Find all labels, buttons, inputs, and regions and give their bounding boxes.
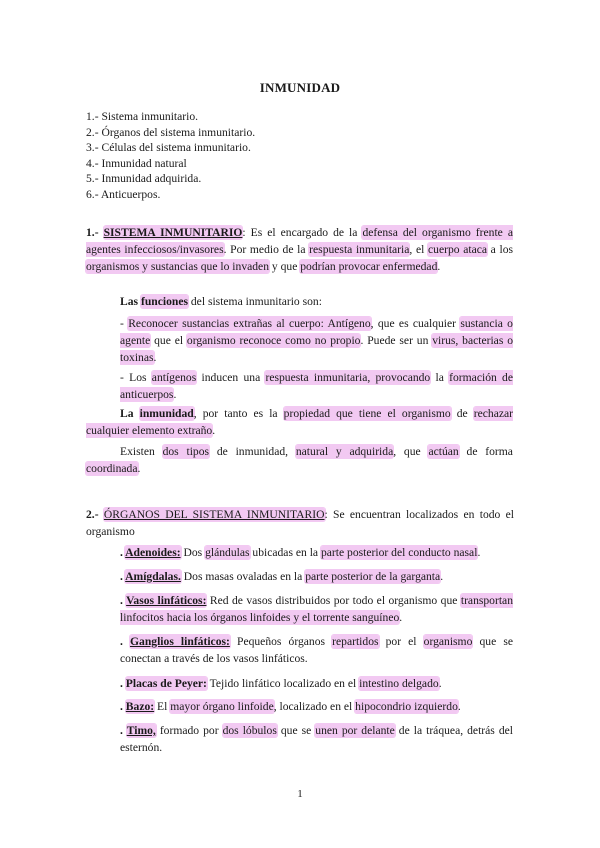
text: que el xyxy=(150,333,187,347)
text: ubicadas en la xyxy=(249,546,321,559)
text: . xyxy=(477,546,481,559)
section-1-paragraph xyxy=(86,225,513,275)
organ-label: Placas de Peyer: xyxy=(125,677,207,690)
text: formado por xyxy=(155,724,223,737)
text: - xyxy=(120,317,129,330)
text: . xyxy=(457,700,461,713)
highlight: antígenos xyxy=(151,371,197,384)
text: Existen xyxy=(120,445,163,458)
section-2-paragraph xyxy=(86,507,514,541)
text: de xyxy=(450,407,474,420)
text: que se conectan a través de los vasos linfáticos. xyxy=(120,635,513,665)
highlight: intestino delgado xyxy=(359,677,439,690)
table-of-contents xyxy=(86,109,255,203)
text: que se xyxy=(276,724,316,737)
section-heading: SISTEMA INMUNITARIO xyxy=(103,226,243,239)
highlight: repartidos xyxy=(332,635,379,648)
text: : Se encuentran localizados en todo el organismo xyxy=(86,508,514,538)
organ-item: . Adenoides: Dos glándulas ubicadas en la parte posterior del conducto nasal. xyxy=(120,546,481,559)
text: , localizado en el xyxy=(273,700,356,713)
highlight: mayor órgano linfoide xyxy=(170,700,274,713)
text: . Puede ser un xyxy=(360,333,433,347)
text: Las xyxy=(120,295,141,308)
highlight: dos lóbulos xyxy=(222,724,277,737)
highlight: defensa del organismo frente a agentes infecciosos/invasores xyxy=(86,226,513,256)
organ-item: . Bazo: El mayor órgano linfoide, localizado en el hipocondrio izquierdo. xyxy=(120,700,461,713)
text: . xyxy=(137,461,141,475)
text: . xyxy=(173,387,177,401)
function-item-2 xyxy=(120,370,513,404)
text: Pequeños órganos xyxy=(229,635,333,648)
organ-label: Vasos linfáticos: xyxy=(126,594,207,607)
text: . Por medio de la xyxy=(223,242,310,256)
organ-item: . Timo, formado por dos lóbulos que se unen por delante de la tráquea, detrás del esternón. xyxy=(120,724,513,754)
highlight: glándulas xyxy=(205,546,250,559)
toc-item: 2.- Órganos del sistema inmunitario. xyxy=(86,125,256,139)
toc-item: 5.- Inmunidad adquirida. xyxy=(86,172,202,186)
immunity-types xyxy=(86,444,513,478)
text: Dos xyxy=(180,546,206,559)
text: - Los xyxy=(120,371,152,384)
organ-label: Timo, xyxy=(126,724,156,737)
highlight: cuerpo ataca xyxy=(428,242,488,256)
highlight: organismos y sustancias que lo invaden xyxy=(86,259,270,273)
page-title: INMUNIDAD xyxy=(259,80,341,95)
highlight: unen por delante xyxy=(315,724,395,737)
highlight: hipocondrio izquierdo xyxy=(355,700,458,713)
highlight: respuesta inmunitaria xyxy=(309,242,410,256)
text: . xyxy=(438,677,442,690)
text: Dos masas ovaladas en la xyxy=(180,570,306,583)
highlight: organismo reconoce como no propio xyxy=(186,333,361,347)
toc-item: 4.- Inmunidad natural xyxy=(86,156,187,170)
immunity-definition xyxy=(86,406,513,440)
toc-item: 6.- Anticuerpos. xyxy=(86,187,161,201)
highlight: podrían provocar enfermedad xyxy=(300,259,438,273)
text: , que xyxy=(393,445,429,458)
text: de inmunidad, xyxy=(209,445,296,458)
text: El xyxy=(154,700,171,713)
text: : Es el encargado de la xyxy=(242,226,363,239)
text: Red de vasos distribuidos por todo el organismo que xyxy=(206,594,461,607)
highlight: dos tipos xyxy=(162,445,210,458)
organ-item: . Placas de Peyer: Tejido linfático localizado en el intestino delgado. xyxy=(120,677,442,690)
text: . xyxy=(440,570,444,583)
text: del sistema inmunitario son: xyxy=(187,295,322,308)
text: . xyxy=(212,423,216,437)
organ-label: Adenoides: xyxy=(125,546,181,559)
highlight: parte posterior de la garganta xyxy=(305,570,441,583)
page-number: 1 xyxy=(297,788,303,800)
organ-item: . Amígdalas. Dos masas ovaladas en la parte posterior de la garganta. xyxy=(120,570,444,583)
highlight: respuesta inmunitaria, provocando xyxy=(265,371,431,384)
text: por el xyxy=(378,635,424,648)
highlight: sustancia o agente xyxy=(120,317,513,347)
toc-item: 1.- Sistema inmunitario. xyxy=(86,110,199,123)
text: . xyxy=(437,259,441,273)
organ-label: Amígdalas. xyxy=(125,570,181,583)
text: , el xyxy=(409,242,428,256)
text: de forma xyxy=(458,445,513,458)
text: , por tanto es la xyxy=(193,407,284,420)
highlight: virus, bacterias o toxinas xyxy=(120,333,513,364)
function-item-1 xyxy=(120,316,513,366)
highlight: transportan linfocitos hacia los órganos linfoides y el torrente sanguíneo xyxy=(120,594,513,624)
organ-label: Ganglios linfáticos: xyxy=(130,635,230,648)
functions-intro xyxy=(120,294,513,311)
organ-item: . Ganglios linfáticos: Pequeños órganos repartidos por el organismo que se conectan a través de los vasos linfáticos. xyxy=(120,635,513,665)
highlight: parte posterior del conducto nasal xyxy=(320,546,478,559)
highlight: coordinada xyxy=(86,461,138,475)
highlight: funciones xyxy=(140,295,188,308)
highlight: organismo xyxy=(423,635,473,648)
highlight: Reconocer sustancias extrañas al cuerpo: Antígeno xyxy=(128,317,371,330)
highlight: actúan xyxy=(428,445,459,458)
section-number: 2.- xyxy=(86,508,99,521)
highlight: formación de anticuerpos xyxy=(120,371,513,401)
toc-item: 3.- Células del sistema inmunitario. xyxy=(86,141,251,155)
text: a los xyxy=(487,242,514,256)
text: inducen una xyxy=(196,371,266,384)
section-number: 1.- xyxy=(86,226,99,239)
highlight: rechazar cualquier elemento extraño xyxy=(86,407,514,437)
highlight: natural y adquirida xyxy=(295,445,394,458)
section-heading: ÓRGANOS DEL SISTEMA INMUNITARIO xyxy=(103,508,325,521)
text: La xyxy=(120,407,140,420)
text: la xyxy=(430,371,450,384)
text: , que es cualquier xyxy=(370,317,461,330)
highlight: propiedad que tiene el organismo xyxy=(283,407,451,420)
highlight: inmunidad xyxy=(139,407,194,420)
text: Tejido linfático localizado en el xyxy=(206,677,360,690)
text: . xyxy=(399,610,403,624)
organ-label: Bazo: xyxy=(125,700,155,713)
text: y que xyxy=(269,259,301,273)
text: de la tráquea, detrás del esternón. xyxy=(120,724,513,754)
organ-item: . Vasos linfáticos: Red de vasos distribuidos por todo el organismo que transportan linfocitos hacia los órganos linfoides y el torrente sanguíneo. xyxy=(120,594,513,624)
text: . xyxy=(153,350,157,364)
